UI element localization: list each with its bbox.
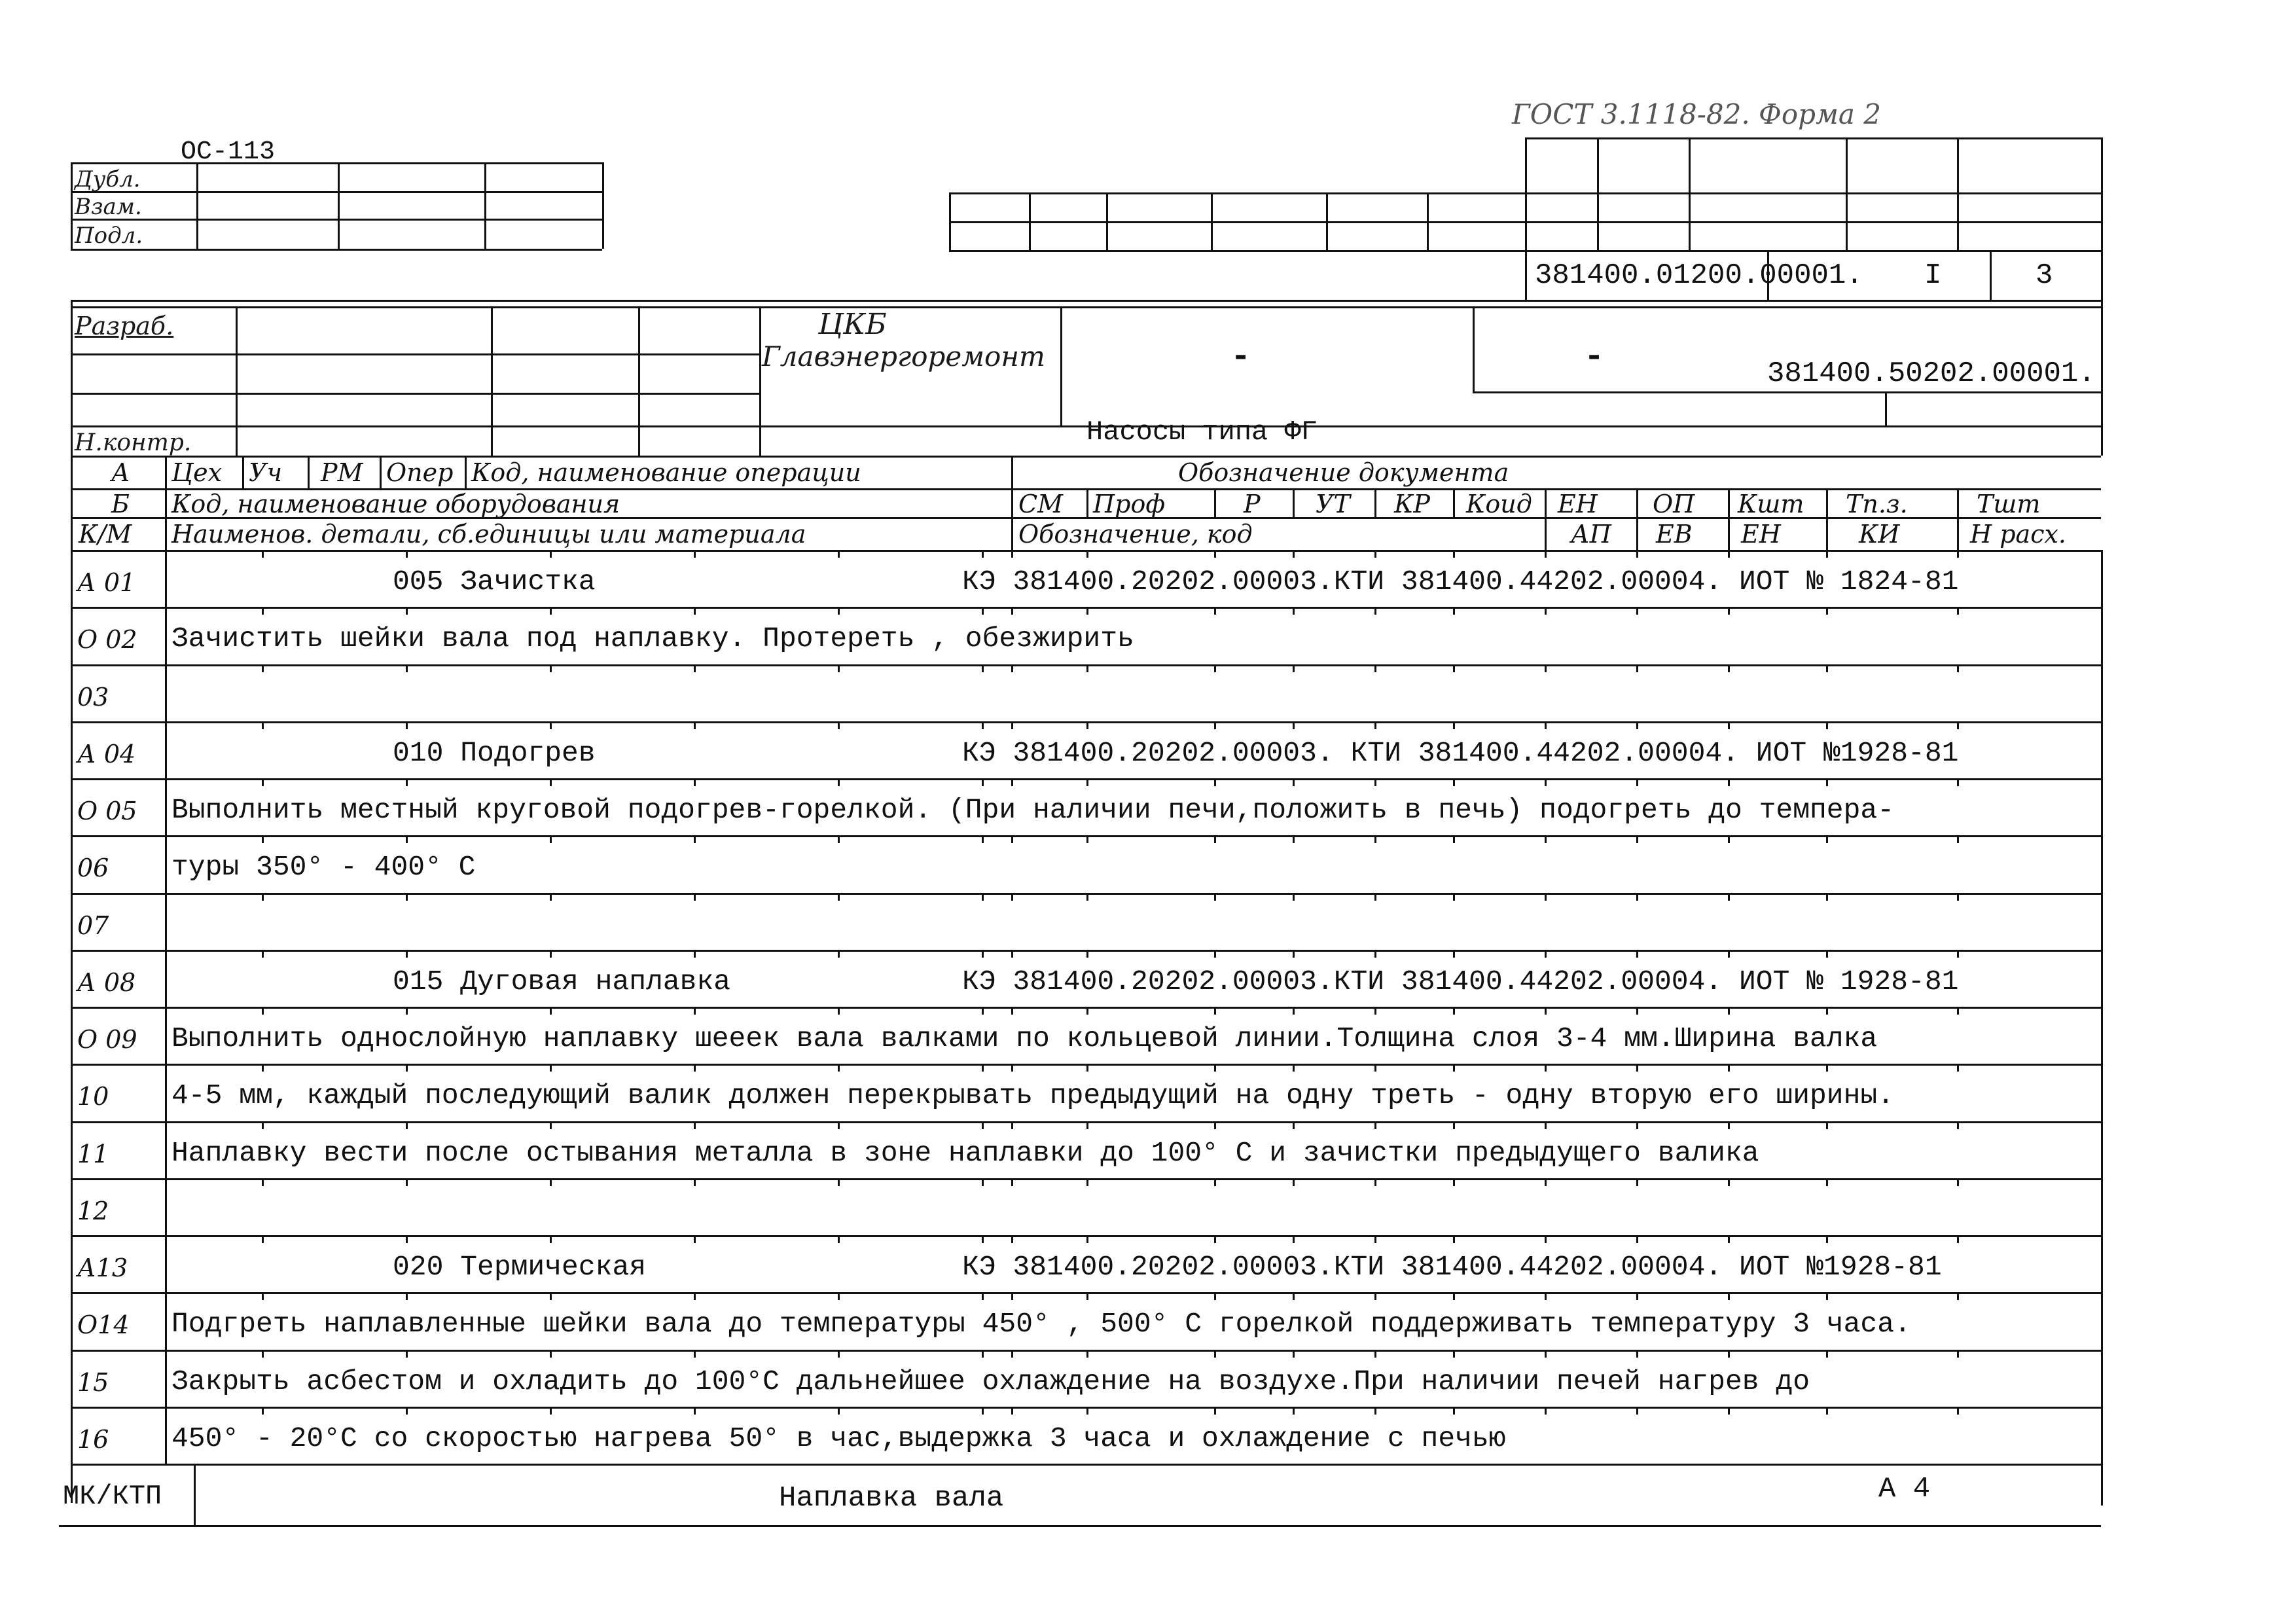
label-vzam: Взам. xyxy=(75,194,142,220)
row-text: 4-5 мм, каждый последующий валик должен перекрывать предыдущий на одну треть - одну вторую его ширины. xyxy=(171,1079,1895,1112)
row-number: 11 xyxy=(77,1139,109,1168)
operation-reference: КЭ 381400.20202.00003.КТИ 381400.44202.00004. ИОТ №1928-81 xyxy=(962,1251,1942,1283)
legend-a-oper: Опер xyxy=(386,458,454,487)
row-number: А 01 xyxy=(77,568,136,597)
legend-a-doc-header: Обозначение документа xyxy=(1178,458,1509,487)
row-text: Наплавку вести после остывания металла в зоне наплавки до 100° С и зачистки предыдущего валика xyxy=(171,1136,1759,1169)
legend-b-tsht: Тшт xyxy=(1977,490,2041,518)
legend-a-ceh: Цех xyxy=(171,458,223,487)
sheets-total: 3 xyxy=(2036,259,2053,292)
label-razrab: Разраб. xyxy=(75,312,174,340)
legend-km-nrash: Н расх. xyxy=(1970,520,2066,549)
legend-b-en: ЕН xyxy=(1558,490,1598,518)
doc-number: 381400.01200.00001. xyxy=(1535,259,1863,292)
row-text: Выполнить местный круговой подогрев-горелкой. (При наличии печи,положить в печь) подогреть до темпера- xyxy=(171,794,1895,826)
row-text: туры 350° - 400° С xyxy=(171,851,476,884)
operation-title: 010 Подогрев xyxy=(393,736,596,769)
legend-b-ut: УТ xyxy=(1316,490,1350,518)
row-number: 15 xyxy=(77,1367,109,1397)
legend-b-r: Р xyxy=(1244,490,1261,518)
legend-km-code: Обозначение, код xyxy=(1018,520,1253,549)
legend-b-op: ОП xyxy=(1653,490,1695,518)
legend-b-koid: Коид xyxy=(1466,490,1532,518)
row-text: Выполнить однослойную наплавку шеeек вала валками по кольцевой линии.Толщина слоя 3-4 мм.Ширина валка xyxy=(171,1022,1878,1055)
legend-key-km: К/М xyxy=(79,520,132,549)
legend-key-b: Б xyxy=(111,490,130,518)
row-text: Подгреть наплавленные шейки вала до температуры 450° , 500° С горелкой поддерживать температуру 3 часа. xyxy=(171,1308,1911,1341)
row-text: Закрыть асбестом и охладить до 100°С дальнейшее охлаждение на воздухе.При наличии печей нагрев до xyxy=(171,1365,1810,1398)
operation-title: 015 Дуговая наплавка xyxy=(393,965,731,998)
legend-a-uch: Уч xyxy=(249,458,283,487)
org-line2: Главэнергоремонт xyxy=(762,340,1045,372)
legend-b-sm: СМ xyxy=(1018,490,1063,518)
row-number: 10 xyxy=(77,1082,109,1111)
row-number: А 08 xyxy=(77,967,136,997)
label-podl: Подл. xyxy=(75,223,143,249)
row-number: О 05 xyxy=(77,797,137,825)
legend-b-kr: КР xyxy=(1394,490,1430,518)
operation-reference: КЭ 381400.20202.00003.КТИ 381400.44202.00004. ИОТ № 1824-81 xyxy=(962,566,1959,598)
legend-km-en: ЕН xyxy=(1741,520,1781,549)
product-name: Насосы типа ФГ xyxy=(1086,416,1318,448)
legend-b-equipment: Код, наименование оборудования xyxy=(171,490,620,518)
form-code: ОС-113 xyxy=(181,137,276,167)
footer-form-label: МК/КТП xyxy=(63,1481,162,1512)
row-number: А13 xyxy=(77,1254,128,1282)
row-number: 07 xyxy=(77,911,109,940)
legend-a-rm: РМ xyxy=(321,458,363,487)
label-nkontr: Н.контр. xyxy=(75,429,192,456)
legend-b-tpz: Тп.з. xyxy=(1846,490,1908,518)
legend-b-prof: Проф xyxy=(1093,490,1166,518)
dash-2: - xyxy=(1584,338,1605,376)
footer-title: Наплавка вала xyxy=(779,1482,1004,1515)
row-number: О14 xyxy=(77,1310,130,1340)
row-text: 450° - 20°С со скоростью нагрева 50° в час,выдержка 3 часа и охлаждение с печью xyxy=(171,1422,1506,1454)
org-line1: ЦКБ xyxy=(818,308,887,341)
operation-title: 005 Зачистка xyxy=(393,566,596,598)
row-number: 06 xyxy=(77,854,109,883)
row-number: О 09 xyxy=(77,1025,137,1054)
sheet-number: I xyxy=(1924,259,1942,292)
operation-reference: КЭ 381400.20202.00003. КТИ 381400.44202.00004. ИОТ №1928-81 xyxy=(962,736,1959,769)
row-text: Зачистить шейки вала под наплавку. Протереть , обезжирить xyxy=(171,623,1134,655)
legend-a-op-name: Код, наименование операции xyxy=(471,458,861,487)
label-dubl: Дубл. xyxy=(75,166,141,192)
dash-1: - xyxy=(1230,338,1251,376)
operation-reference: КЭ 381400.20202.00003.КТИ 381400.44202.00004. ИОТ № 1928-81 xyxy=(962,965,1959,998)
footer-format: А 4 xyxy=(1878,1473,1931,1506)
legend-km-ki: КИ xyxy=(1859,520,1900,549)
row-number: 16 xyxy=(77,1424,109,1454)
row-number: А 04 xyxy=(77,739,136,768)
legend-b-ksht: Кшт xyxy=(1738,490,1804,518)
row-number: О 02 xyxy=(77,625,137,655)
operation-title: 020 Термическая xyxy=(393,1251,647,1283)
legend-km-ap: АП xyxy=(1571,520,1611,549)
product-code: 381400.50202.00001. xyxy=(1767,357,2096,390)
row-number: 12 xyxy=(77,1196,109,1225)
row-number: 03 xyxy=(77,682,109,712)
legend-km-name: Наименов. детали, сб.единицы или материала xyxy=(171,520,806,549)
standard-label: ГОСТ 3.1118-82. Форма 2 xyxy=(1512,98,1882,130)
legend-km-ev: ЕВ xyxy=(1656,520,1693,549)
legend-key-a: А xyxy=(111,458,130,487)
